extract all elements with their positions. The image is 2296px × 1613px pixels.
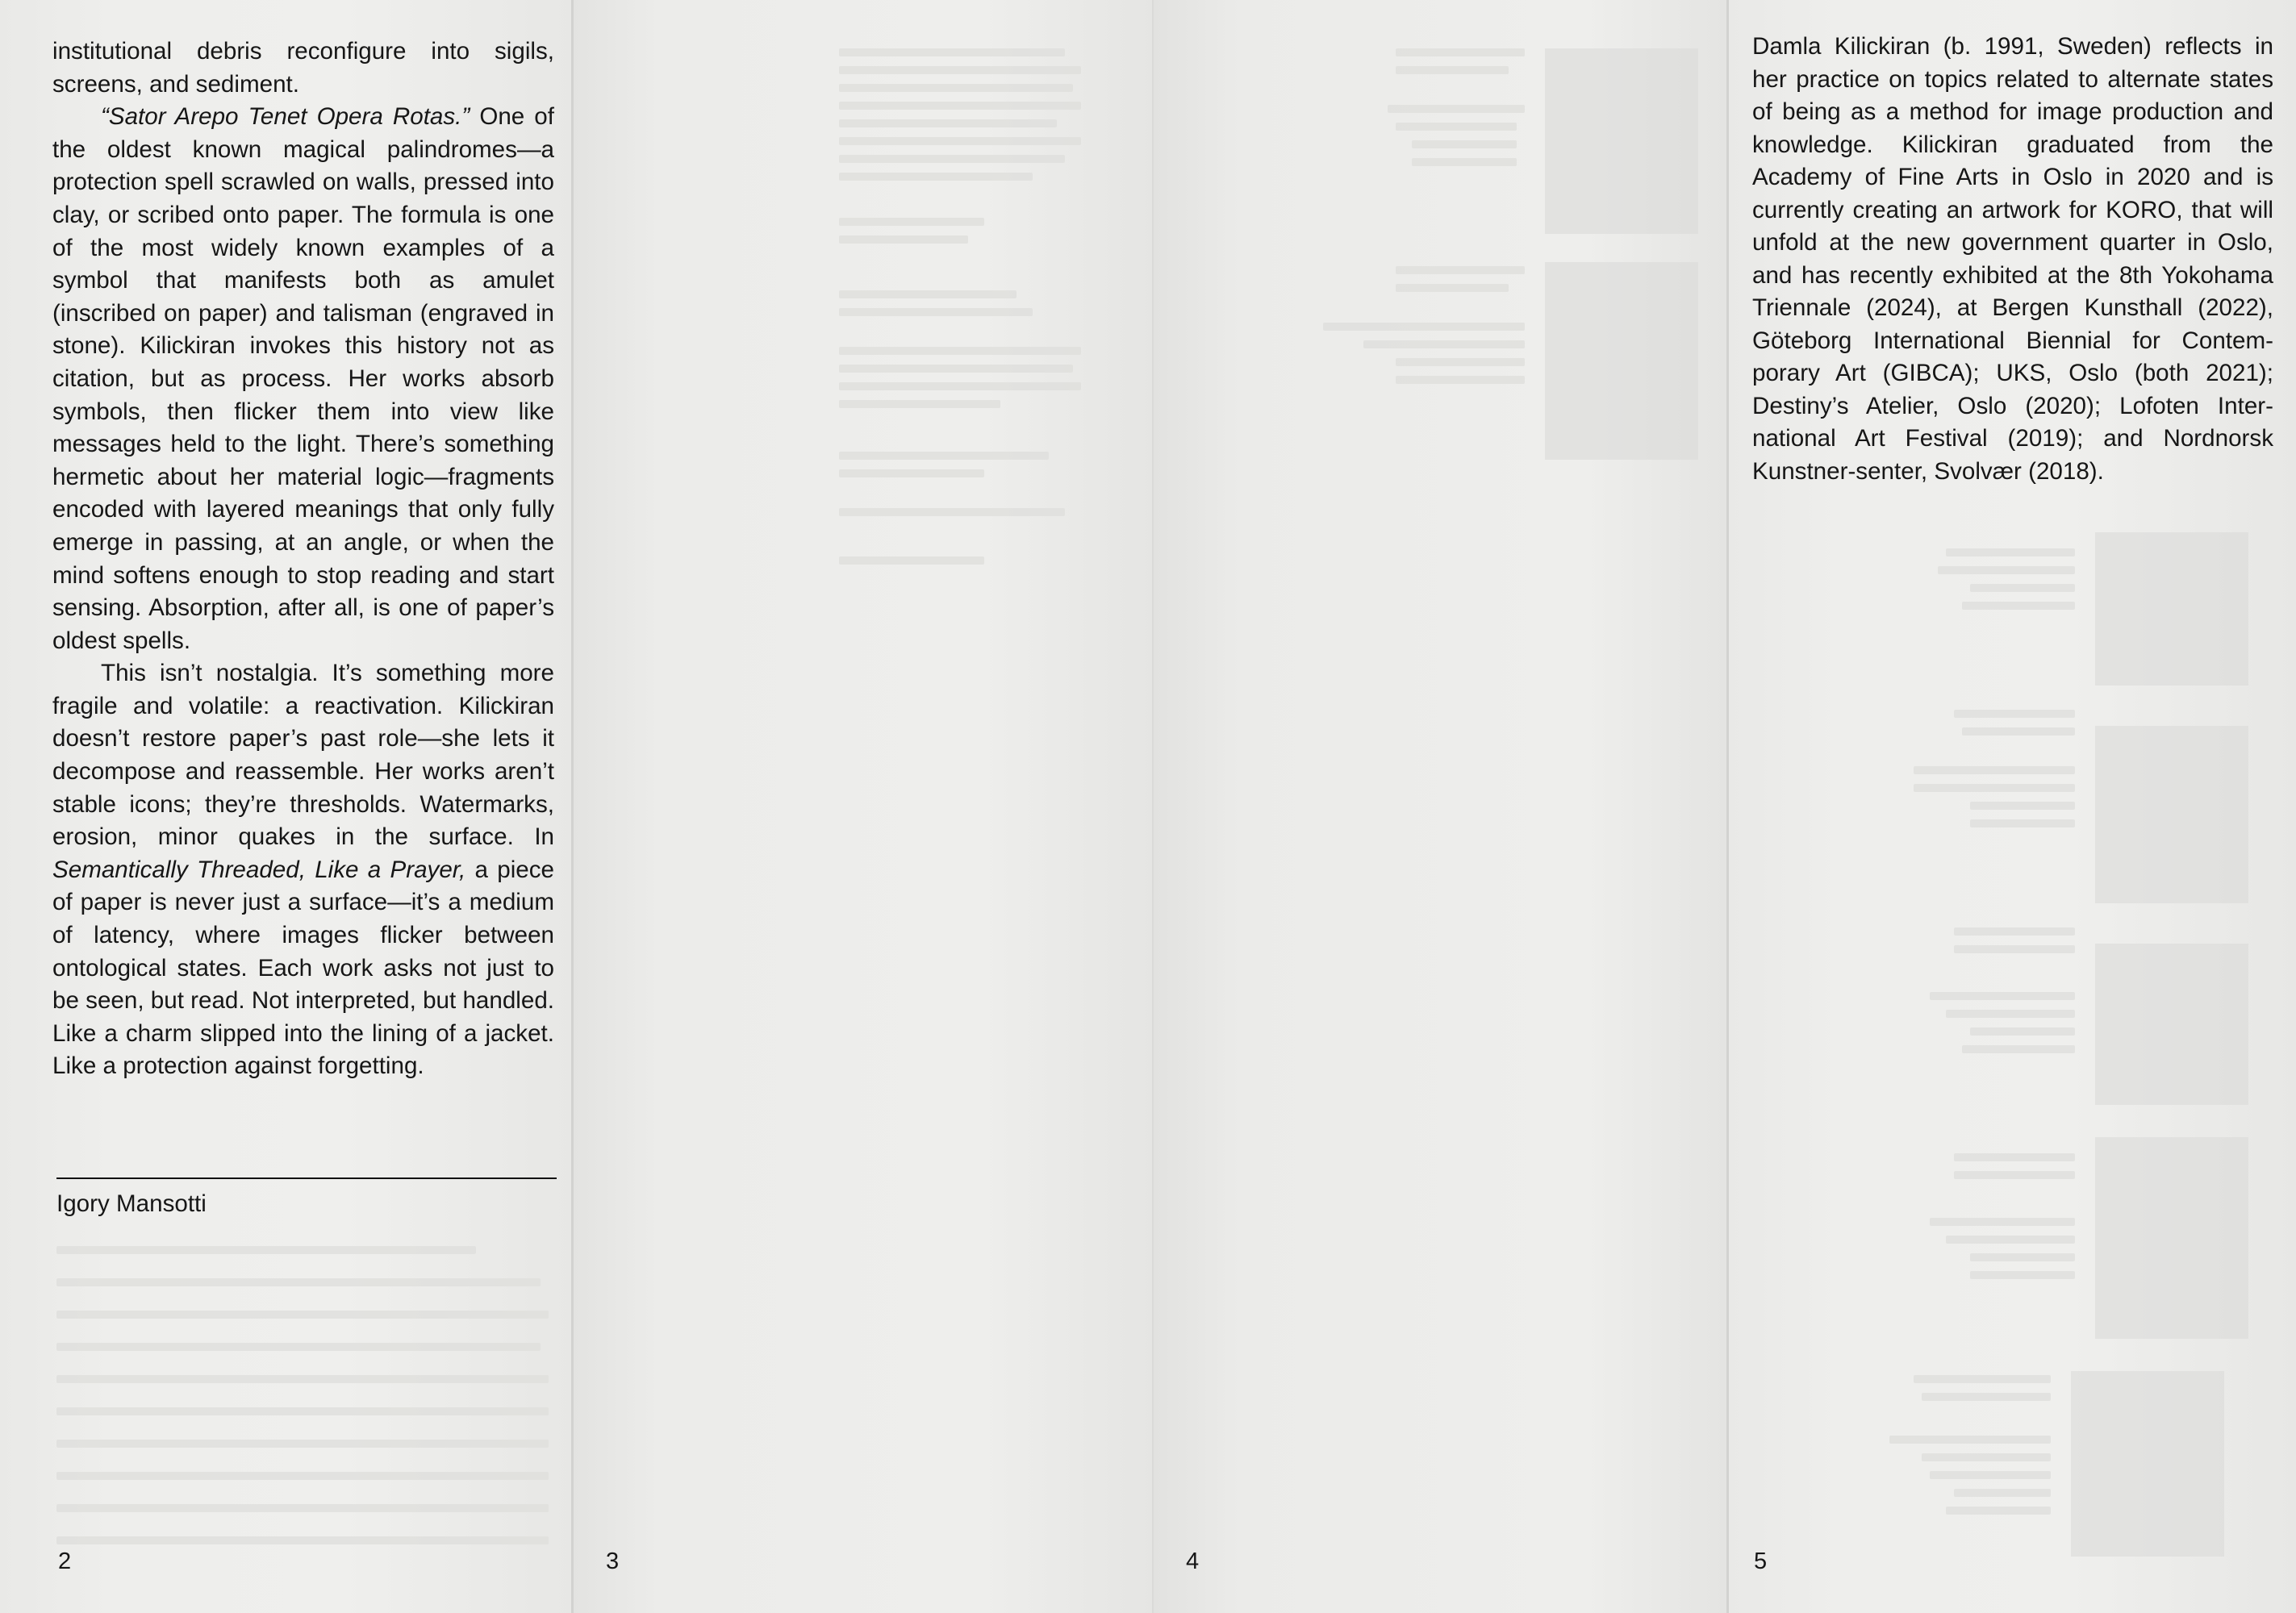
show-through-text <box>56 1343 541 1351</box>
author-name: Igory Mansotti <box>56 1190 207 1217</box>
show-through-text <box>839 508 1065 516</box>
show-through-image <box>2095 532 2248 686</box>
show-through-text <box>839 155 1065 163</box>
show-through-text <box>839 102 1081 110</box>
show-through-text <box>839 137 1081 145</box>
essay-text: This isn’t nostalgia. It’s something more fragile and volatile: a reactivation. Kilickiran doesn’t restore paper’s past role—she lets it decompose and reassemble. Her works aren’t stable icons; they’re thresholds. Watermarks, erosion, minor quakes in the surface. In <box>52 660 554 851</box>
show-through-text <box>1388 105 1525 113</box>
show-through-text <box>839 365 1073 373</box>
show-through-text <box>1946 548 2075 556</box>
show-through-text <box>1954 945 2075 953</box>
show-through-text <box>839 347 1081 355</box>
show-through-text <box>56 1278 541 1286</box>
show-through-text <box>839 235 968 244</box>
show-through-text <box>1954 1171 2075 1179</box>
show-through-text <box>56 1311 549 1319</box>
italic-text: “Sator Arepo Tenet Opera Rotas.” <box>101 103 470 131</box>
show-through-text <box>1396 123 1517 131</box>
page-number-2: 2 <box>58 1548 72 1574</box>
show-through-text <box>56 1472 549 1480</box>
show-through-text <box>1970 1271 2075 1279</box>
show-through-text <box>1970 819 2075 827</box>
show-through-text <box>56 1440 549 1448</box>
essay-column <box>52 35 554 1083</box>
show-through-text <box>839 308 1033 316</box>
fold-line <box>1726 0 1729 1613</box>
show-through-text <box>1930 1471 2051 1479</box>
fold-line <box>571 0 574 1613</box>
show-through-text <box>839 382 1081 390</box>
show-through-text <box>56 1504 549 1512</box>
show-through-text <box>1323 323 1525 331</box>
artist-bio: Damla Kilickiran (b. 1991, Sweden) reflects in her practice on topics related to alternate states of being as a method for image production and knowledge. Kilickiran graduated from the Academy of Fine Arts in Oslo in 2020 and is currently creating an artwork for KORO, that will unfold at the new government quarter in Oslo, and has recently exhibited at the 8th Yokohama Triennale (2024), at Bergen Kunsthall (2022), Göteborg International Biennial for Contemporary Art (GIBCA); UKS, Oslo (both 2021); Destiny’s Atelier, Oslo (2020); Lofoten International Art Festival (2019); and Nordnorsk Kunstner-senter, Svolvær (2018). <box>1752 33 2273 485</box>
show-through-text <box>1930 992 2075 1000</box>
show-through-image <box>1545 262 1698 460</box>
show-through-text <box>1396 266 1525 274</box>
page-2 <box>0 0 573 1613</box>
show-through-text <box>839 173 1033 181</box>
fold-line <box>1152 0 1154 1613</box>
show-through-text <box>1396 376 1525 384</box>
show-through-text <box>1970 1253 2075 1261</box>
show-through-text <box>839 218 984 226</box>
show-through-text <box>1930 1218 2075 1226</box>
show-through-text <box>1396 284 1509 292</box>
show-through-text <box>1946 1236 2075 1244</box>
page-number-3: 3 <box>606 1548 620 1574</box>
show-through-text <box>839 48 1065 56</box>
essay-paragraph <box>52 657 554 1083</box>
show-through-text <box>1363 340 1525 348</box>
show-through-text <box>1946 1010 2075 1018</box>
show-through-text <box>1954 1153 2075 1161</box>
show-through-text <box>1889 1436 2051 1444</box>
show-through-text <box>839 84 1073 92</box>
show-through-text <box>1412 158 1517 166</box>
show-through-text <box>839 66 1081 74</box>
show-through-text <box>1396 358 1525 366</box>
show-through-text <box>1914 766 2075 774</box>
italic-text: Semantically Threaded, Like a Prayer, <box>52 856 466 883</box>
show-through-image <box>2071 1371 2224 1557</box>
show-through-text <box>1922 1393 2051 1401</box>
essay-text: a piece of paper is never just a surface—it’s a medium of latency, where images flicker between ontological states. Each work asks not just to be seen, but read. Not interpreted, but handled. Like a charm slipped into the lining of a jacket. Like a protection against forgetting. <box>52 856 554 1080</box>
show-through-text <box>56 1246 476 1254</box>
show-through-text <box>1970 802 2075 810</box>
page-5 <box>1728 0 2296 1613</box>
essay-text: institutional debris reconfigure into sigils, screens, and sediment. <box>52 38 554 98</box>
show-through-text <box>1954 1489 2051 1497</box>
show-through-text <box>1412 140 1517 148</box>
show-through-text <box>1954 927 2075 936</box>
show-through-text <box>839 119 1057 127</box>
page-3 <box>573 0 1154 1613</box>
show-through-text <box>56 1375 549 1383</box>
show-through-text <box>839 400 1000 408</box>
show-through-text <box>839 469 984 477</box>
show-through-text <box>1396 48 1525 56</box>
show-through-text <box>1396 66 1509 74</box>
show-through-text <box>1962 1045 2075 1053</box>
show-through-text <box>1970 584 2075 592</box>
show-through-text <box>1962 727 2075 736</box>
show-through-text <box>1914 1375 2051 1383</box>
show-through-text <box>56 1407 549 1415</box>
show-through-text <box>56 1536 549 1544</box>
show-through-text <box>839 452 1049 460</box>
show-through-image <box>2095 726 2248 903</box>
essay-text: One of the oldest known magical palindromes—a protection spell scrawled on walls, pressed into clay, or scribed onto paper. The formula is one of the most widely known examples of a symbol that manifests both as amulet (inscribed on paper) and talisman (engraved in stone). Kilickiran invokes this history not as citation, but as process. Her works absorb symbols, then flicker them into view like messages held to the light. There’s something hermetic about her material logic—fragments encoded with layered meanings that only fully emerge in passing, at an angle, or when the mind softens enough to stop reading and start sensing. Absorption, after all, is one of paper’s oldest spells. <box>52 103 554 654</box>
show-through-text <box>1922 1453 2051 1461</box>
show-through-text <box>1962 602 2075 610</box>
author-divider <box>56 1177 557 1179</box>
show-through-text <box>839 290 1017 298</box>
show-through-text <box>1954 710 2075 718</box>
page-number-5: 5 <box>1754 1548 1768 1574</box>
show-through-image <box>2095 1137 2248 1339</box>
show-through-text <box>1938 566 2075 574</box>
show-through-image <box>1545 48 1698 234</box>
show-through-text <box>1946 1507 2051 1515</box>
show-through-text <box>839 556 984 565</box>
page-number-4: 4 <box>1186 1548 1200 1574</box>
essay-paragraph <box>52 35 554 101</box>
page-4 <box>1154 0 1728 1613</box>
show-through-text <box>1914 784 2075 792</box>
show-through-image <box>2095 944 2248 1105</box>
essay-paragraph <box>52 101 554 657</box>
show-through-text <box>1970 1027 2075 1036</box>
